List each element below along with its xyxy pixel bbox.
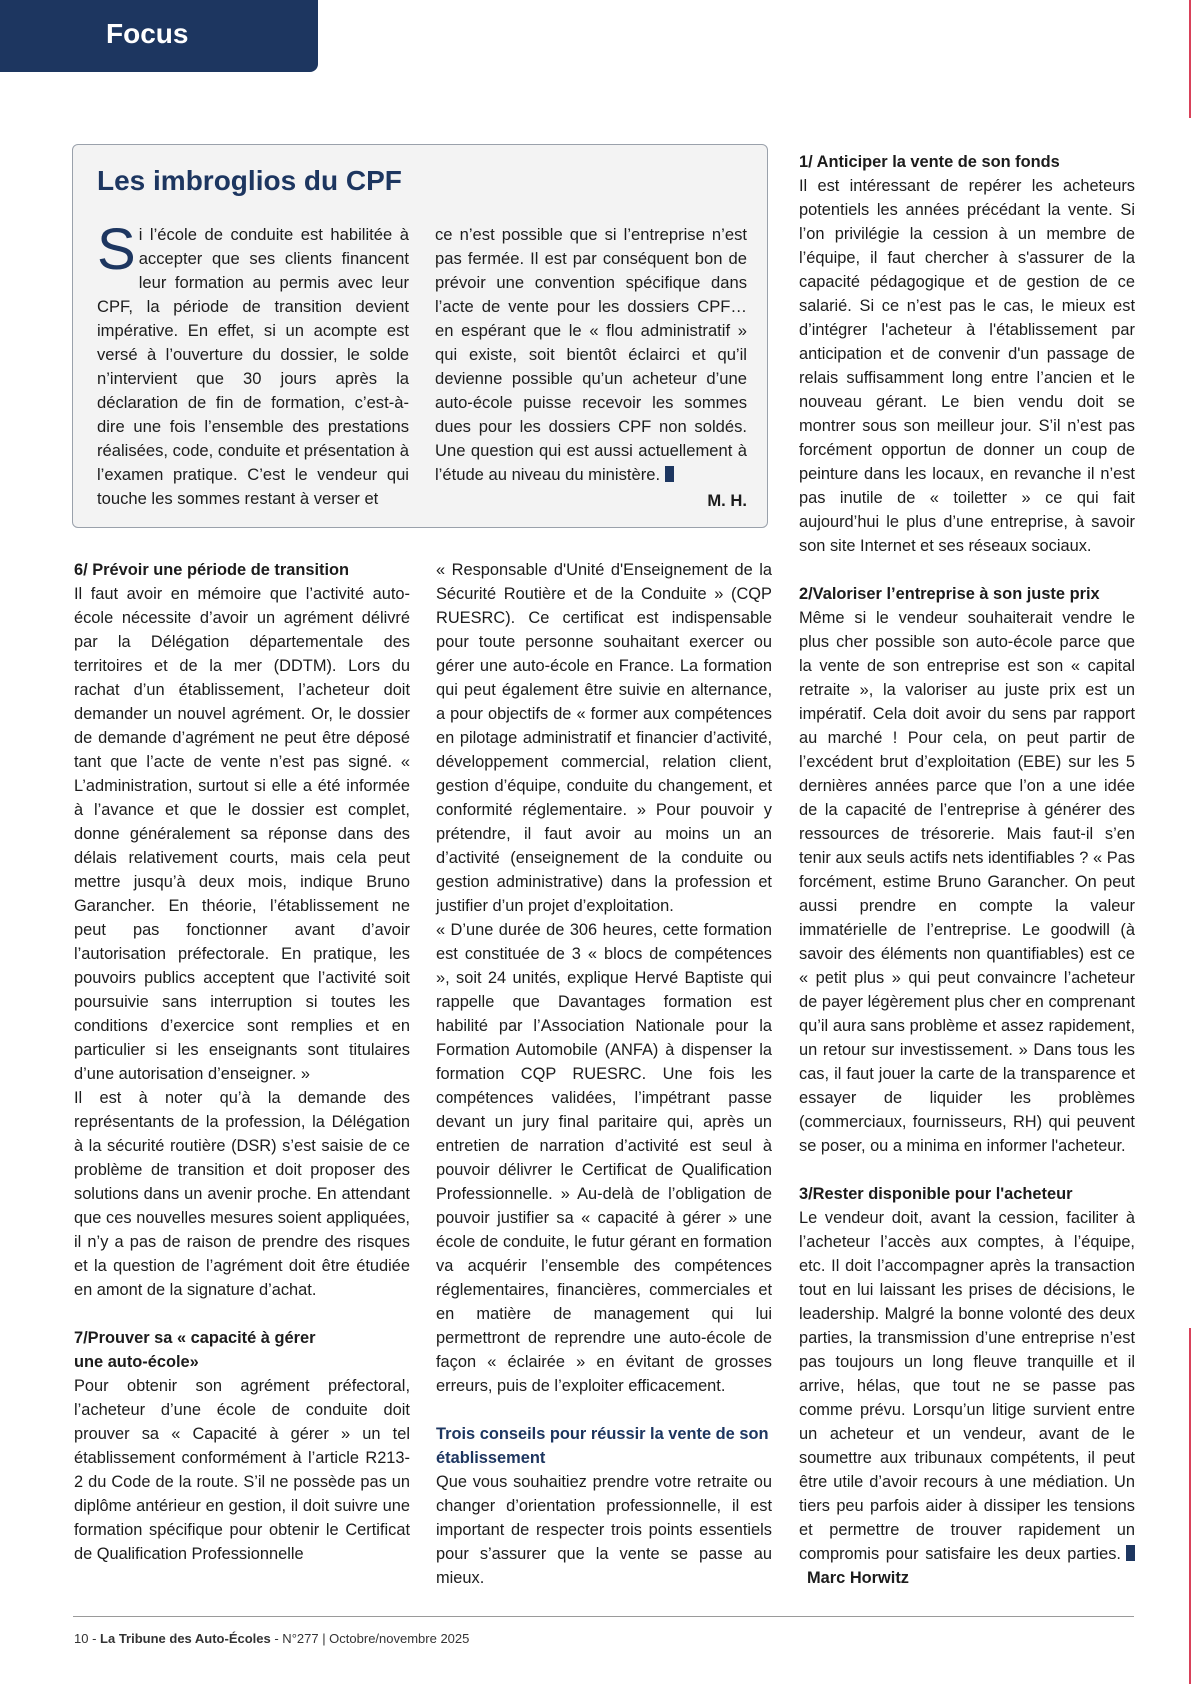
author-signature: Marc Horwitz: [807, 1569, 910, 1587]
footer-separator: -: [88, 1631, 101, 1646]
sidebar-box-title: Les imbroglios du CPF: [97, 165, 402, 196]
section-6-heading: 6/ Prévoir une période de transition: [74, 561, 350, 579]
drop-cap: S: [97, 217, 136, 282]
footer-rule: [73, 1616, 1134, 1617]
sidebar-box-signature: M. H.: [707, 491, 747, 510]
tip-3-paragraph-wrap: [799, 1206, 1135, 1590]
tip-3-paragraph: Le vendeur doit, avant la cession, faciliter à l’acheteur l’accès aux comptes, à l’équipe, etc. Il doit l’accompagner après la transaction tout en lui laissant les prises de décisions, le leadership. Malgré la bonne volonté des deux parties, la transmission d’une entreprise n’est pas toujours un long fleuve tranquille et il arrive, hélas, que tout ne se passe pas comme prévu. Lorsqu’un litige survient entre un acheteur et un vendeur, avant de le soumettre aux tribunaux compétents, il peut être utile d’avoir recours à une médiation. Un tiers peu parfois aider à dissiper les tensions et permettre de trouver rapidement un compromis pour satisfaire les deux parties.: [799, 1209, 1135, 1563]
section-tab-label: Focus: [106, 18, 189, 49]
footer-page-number: 10: [74, 1631, 89, 1646]
footer-issue: - N°277 | Octobre/novembre 2025: [270, 1631, 470, 1646]
sidebar-box: [72, 144, 768, 528]
section-6-paragraph-2: Il est à noter qu’à la demande des représentants de la profession, la Délégation à la sécurité routière (DSR) s’est saisie de ce problème de transition et doit proposer des solutions dans un avenir proche. En attendant que ces nouvelles mesures soient appliquées, il n’y a pas de raison de prendre des risques et la question de l’agrément doit être étudiée en amont de la signature d’achat.: [74, 1089, 410, 1299]
section-7-paragraph-1: Pour obtenir son agrément préfectoral, l’acheteur d’une école de conduite doit prouver sa « Capacité à gérer » un tel établissement conformément à l’article R213-2 du Code de la route. S’il ne possède pas un diplôme antérieur en gestion, il doit suivre une formation spécifique pour obtenir le Certificat de Qualification Professionnelle: [74, 1377, 410, 1563]
sidebar-box-text-2: ce n’est possible que si l’entreprise n’est pas fermée. Il est par conséquent bon de prévoir une convention spécifique dans l’acte de vente pour les dossiers CPF… en espérant que le « flou administratif » qui existe, soit bientôt éclairci et qu’il devienne possible qu’un acheteur d’une auto-école puisse recevoir les sommes dues pour les dossiers CPF non soldés. Une question qui est aussi actuellement à l’étude au niveau du ministère.: [435, 225, 747, 484]
tip-2-paragraph: Même si le vendeur souhaiterait vendre le plus cher possible son auto-école parce que la vente de son entreprise est son « capital retraite », la valoriser au juste prix est un impératif. Cela doit avoir du sens par rapport au marché ! Pour cela, on peut partir de l’excédent brut d’exploitation (EBE) sur les 5 dernières années parce que l’on a une idée de la capacité de l’entreprise à générer des ressources de trésorerie. Mais faut-il s’en tenir aux seuls actifs nets identifiables ? « Pas forcément, estime Bruno Garancher. On peut aussi prendre en compte la valeur immatérielle de l’entreprise. Le goodwill (à savoir des éléments non quantifiables) est ce « petit plus » qui peut convaincre l’acheteur de payer légèrement plus cher en comprenant qu’il aura sans problème et assez rapidement, un retour sur investissement. » Dans tous les cas, il faut jouer la carte de la transparence et essayer de liquider les problèmes (commerciaux, fournisseurs, RH) qui peuvent se poser, ou a minima en informer l'acheteur.: [799, 609, 1135, 1155]
tip-3-heading: 3/Rester disponible pour l'acheteur: [799, 1185, 1073, 1203]
tips-intro: Que vous souhaitiez prendre votre retraite ou changer d’orientation professionnelle, il est important de respecter trois points essentiels pour s’assurer que la vente se passe au mieux.: [436, 1473, 772, 1587]
tip-1-heading: 1/ Anticiper la vente de son fonds: [799, 153, 1060, 171]
article-column-2: [436, 558, 772, 1590]
section-7-paragraph-2: « Responsable d'Unité d'Enseignement de la Sécurité Routière et de la Conduite » (CQP RUESRC). Ce certificat est indispensable pour toute personne souhaitant exercer ou gérer une auto-école en France. La formation qui peut également être suivie en alternance, a pour objectifs de « former aux compétences en pilotage administratif et financier d’activité, développement commercial, relation client, gestion d’équipe, conduite du changement, et conformité réglementaire. » Pour pouvoir y prétendre, il faut avoir au moins un an d’activité (enseignement de la conduite ou gestion administrative) dans la profession et justifier d’un projet d’exploitation.: [436, 561, 772, 915]
tips-heading: Trois conseils pour réussir la vente de son établissement: [436, 1425, 769, 1467]
footer-publication: La Tribune des Auto-Écoles: [100, 1631, 271, 1646]
section-7-heading-line-2: une auto-école»: [74, 1353, 199, 1371]
end-mark-icon: [1126, 1545, 1135, 1561]
end-mark-icon: [665, 466, 674, 482]
section-6-paragraph-1: Il faut avoir en mémoire que l’activité auto-école nécessite d’avoir un agrément délivré par la Délégation départementale des territoires et de la mer (DDTM). Lors du rachat d’un établissement, l’acheteur doit demander un nouvel agrément. Or, le dossier de demande d’agrément ne peut être déposé tant que l’acte de vente n’est pas signé. « L’administration, surtout si elle a été informée à l’avance et que le dossier est complet, donne généralement sa réponse dans des délais relativement courts, mais cela peut mettre jusqu’à deux mois, indique Bruno Garancher. En théorie, l’établissement ne peut pas fonctionner avant d’avoir l’autorisation préfectorale. En pratique, les pouvoirs publics acceptent que l’activité soit poursuivie sans interruption si toutes les conditions d’exercice sont remplies et en particulier si les enseignants sont titulaires d’une autorisation d’enseigner. »: [74, 585, 410, 1083]
section-7-paragraph-3: « D’une durée de 306 heures, cette formation est constituée de 3 « blocs de compétences », soit 24 unités, explique Hervé Baptiste qui rappelle que Davantages formation est habilité par l’Association Nationale pour la Formation Automobile (ANFA) à dispenser la formation CQP RUESRC. Une fois les compétences validées, l’impétrant passe devant un jury final paritaire qui, après un entretien de narration d’activité est seul à pouvoir délivrer le Certificat de Qualification Professionnelle. » Au-delà de l’obligation de pouvoir justifier sa « capacité à gérer » une école de conduite, le futur gérant en formation va acquérir l’ensemble des compétences réglementaires, financières, commerciales et en matière de management qui lui permettront de reprendre une auto-école de façon « éclairée » en évitant de grosses erreurs, puis de l’exploiter efficacement.: [436, 921, 772, 1395]
tip-1-paragraph: Il est intéressant de repérer les acheteurs potentiels les années précédant la vente. Si l’on privilégie la cession à un membre de l’équipe, il faut chercher à s'assurer de la capacité pédagogique et de gestion de ce salarié. Si ce n’est pas le cas, le mieux est d’intégrer l'acheteur à l'établissement par anticipation et de convenir d'un passage de relais suffisamment long entre l’ancien et le nouveau gérant. Le bien vendu doit se montrer sous son meilleur jour. S’il n’est pas forcément opportun de donner un coup de peinture dans les locaux, en revanche il n’est pas inutile de « toiletter » ce qui fait aujourd’hui le plus d’une entreprise, à savoir son site Internet et ses réseaux sociaux.: [799, 177, 1135, 555]
sidebar-box-column-1: [97, 217, 409, 511]
page-footer: [74, 1631, 469, 1646]
article-column-1: [74, 558, 410, 1566]
section-7-heading-line-1: 7/Prouver sa « capacité à gérer: [74, 1329, 316, 1347]
section-tab: [0, 0, 318, 72]
sidebar-box-text-1: i l’école de conduite est habilitée à accepter que ses clients financent leur formation au permis avec leur CPF, la période de transition devient impérative. En effet, si un acompte est versé à l’ouverture du dossier, le solde n’intervient que 30 jours après la déclaration de fin de formation, c’est-à-dire une fois l’ensemble des prestations réalisées, code, conduite et présentation à l’examen pratique. C’est le vendeur qui touche les sommes restant à verser et: [97, 225, 409, 508]
tip-2-heading: 2/Valoriser l’entreprise à son juste prix: [799, 585, 1100, 603]
article-column-3: [799, 150, 1135, 1590]
sidebar-box-column-2: [435, 223, 747, 513]
